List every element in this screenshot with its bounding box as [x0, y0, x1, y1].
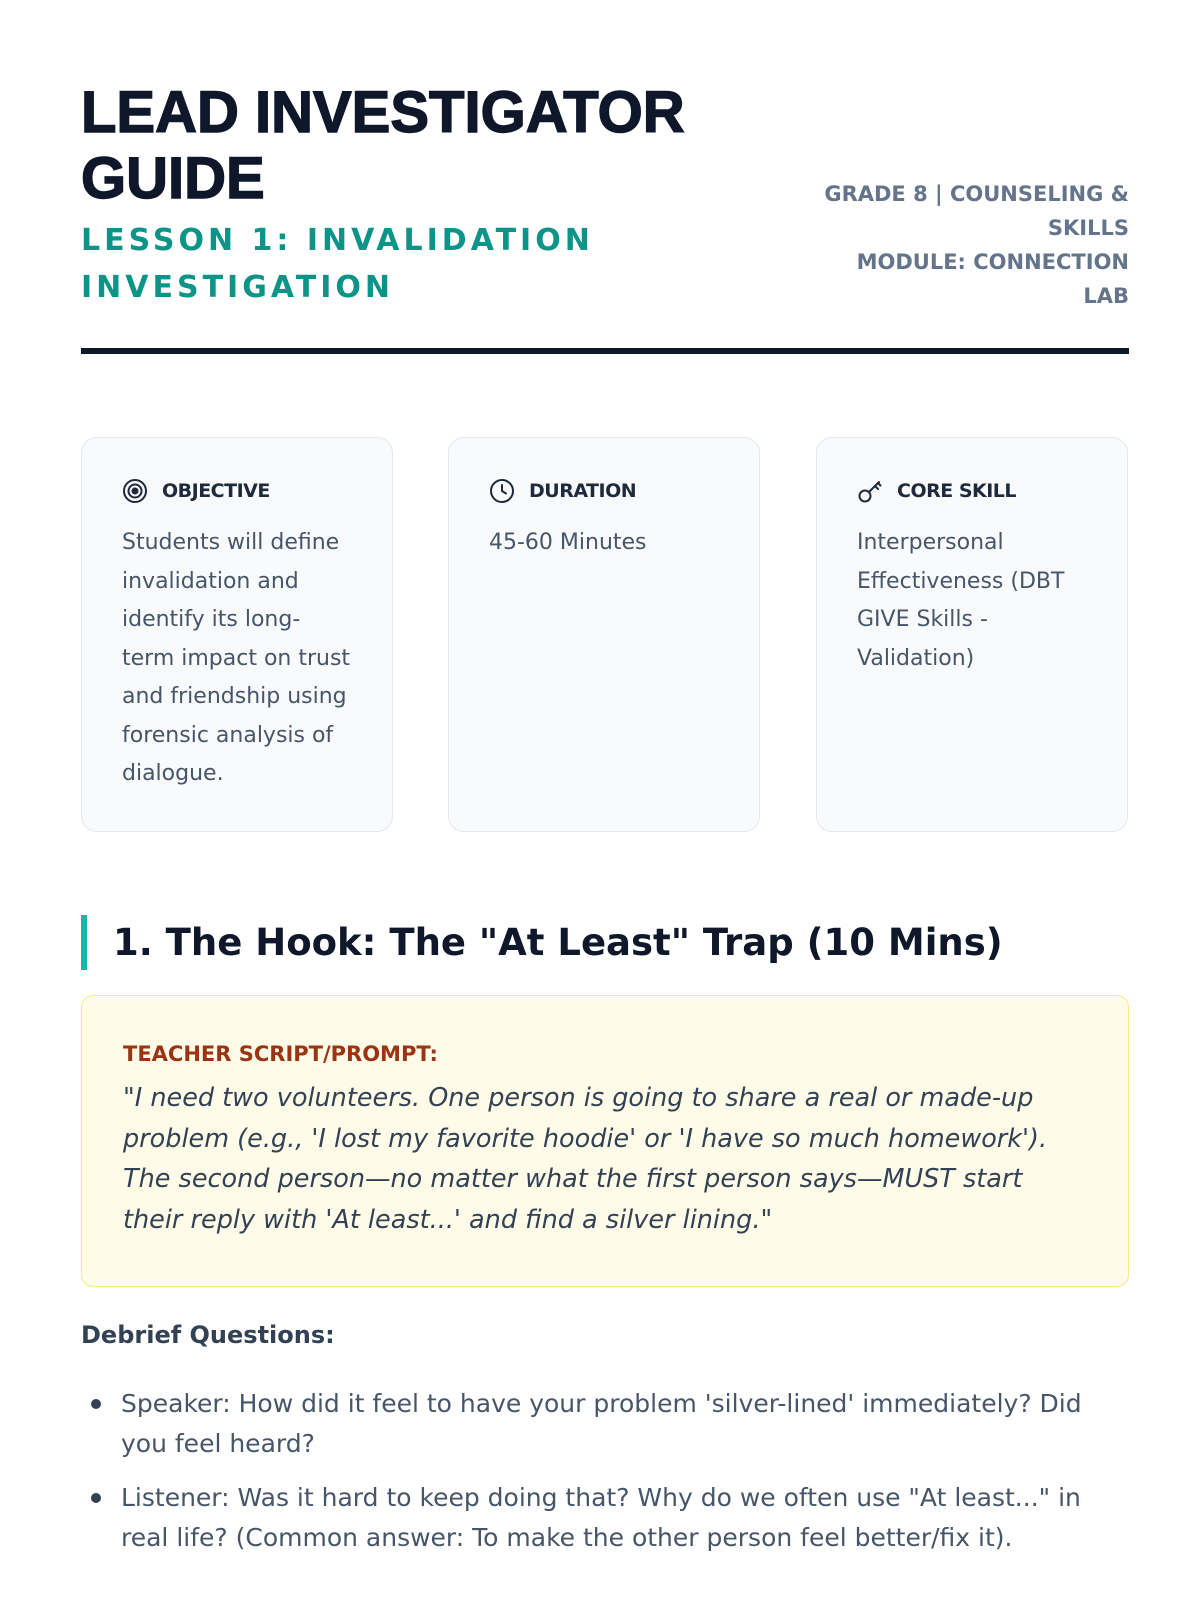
objective-card — [81, 437, 393, 832]
subtitle-line-2: INVESTIGATION — [81, 270, 394, 305]
card-label: OBJECTIVE — [162, 480, 270, 502]
header-divider — [81, 348, 1129, 354]
card-header — [489, 476, 719, 506]
meta-module: MODULE: CONNECTION — [856, 250, 1129, 274]
subtitle-line-1: LESSON 1: INVALIDATION — [81, 223, 594, 258]
card-header — [857, 476, 1087, 506]
page-title — [81, 80, 801, 212]
card-text: 45-60 Minutes — [489, 530, 647, 555]
section-heading: 1. The Hook: The "At Least" Trap (10 Mins) — [81, 915, 1129, 970]
target-icon — [122, 478, 148, 504]
lesson-subtitle — [81, 217, 641, 311]
debrief-list — [81, 1384, 1131, 1572]
card-header — [122, 476, 352, 506]
card-label: CORE SKILL — [897, 480, 1017, 502]
clock-icon — [489, 478, 515, 504]
title-line-2: GUIDE — [81, 146, 265, 211]
core-skill-card — [816, 437, 1128, 832]
card-text: Interpersonal Effectiveness (DBT GIVE Skills - Validation) — [857, 530, 1065, 671]
duration-card — [448, 437, 760, 832]
list-item — [81, 1478, 1131, 1558]
debrief-question: Speaker: How did it feel to have your problem 'silver-lined' immediately? Did you feel heard? — [121, 1389, 1082, 1458]
card-label: DURATION — [529, 480, 637, 502]
script-text: "I need two volunteers. One person is going to share a real or made-up problem (e.g., 'I lost my favorite hoodie' or 'I have so much homework'). The second person—no matter what the first person says—MUST start their reply with 'At least...' and find a silver lining." — [123, 1083, 1048, 1235]
debrief-heading: Debrief Questions: — [81, 1321, 335, 1349]
debrief-question: Listener: Was it hard to keep doing that? Why do we often use "At least..." in real life? (Common answer: To make the other person feel better/fix it). — [121, 1483, 1081, 1552]
teacher-script-box — [81, 995, 1129, 1287]
bullet-icon — [91, 1493, 101, 1503]
meta-grade-cont: SKILLS — [1047, 216, 1129, 240]
key-icon — [857, 478, 883, 504]
script-label: TEACHER SCRIPT/PROMPT: — [123, 1042, 438, 1066]
guide-header — [81, 80, 1129, 350]
bullet-icon — [91, 1399, 101, 1409]
title-line-1: LEAD INVESTIGATOR — [81, 80, 685, 145]
card-text: Students will define invalidation and identify its long-term impact on trust and friendship using forensic analysis of dialogue. — [122, 530, 351, 786]
list-item — [81, 1384, 1131, 1464]
meta-module-cont: LAB — [1083, 284, 1129, 308]
lesson-meta — [799, 177, 1129, 313]
meta-grade: GRADE 8 | COUNSELING & — [824, 182, 1129, 206]
info-cards — [81, 437, 1129, 834]
